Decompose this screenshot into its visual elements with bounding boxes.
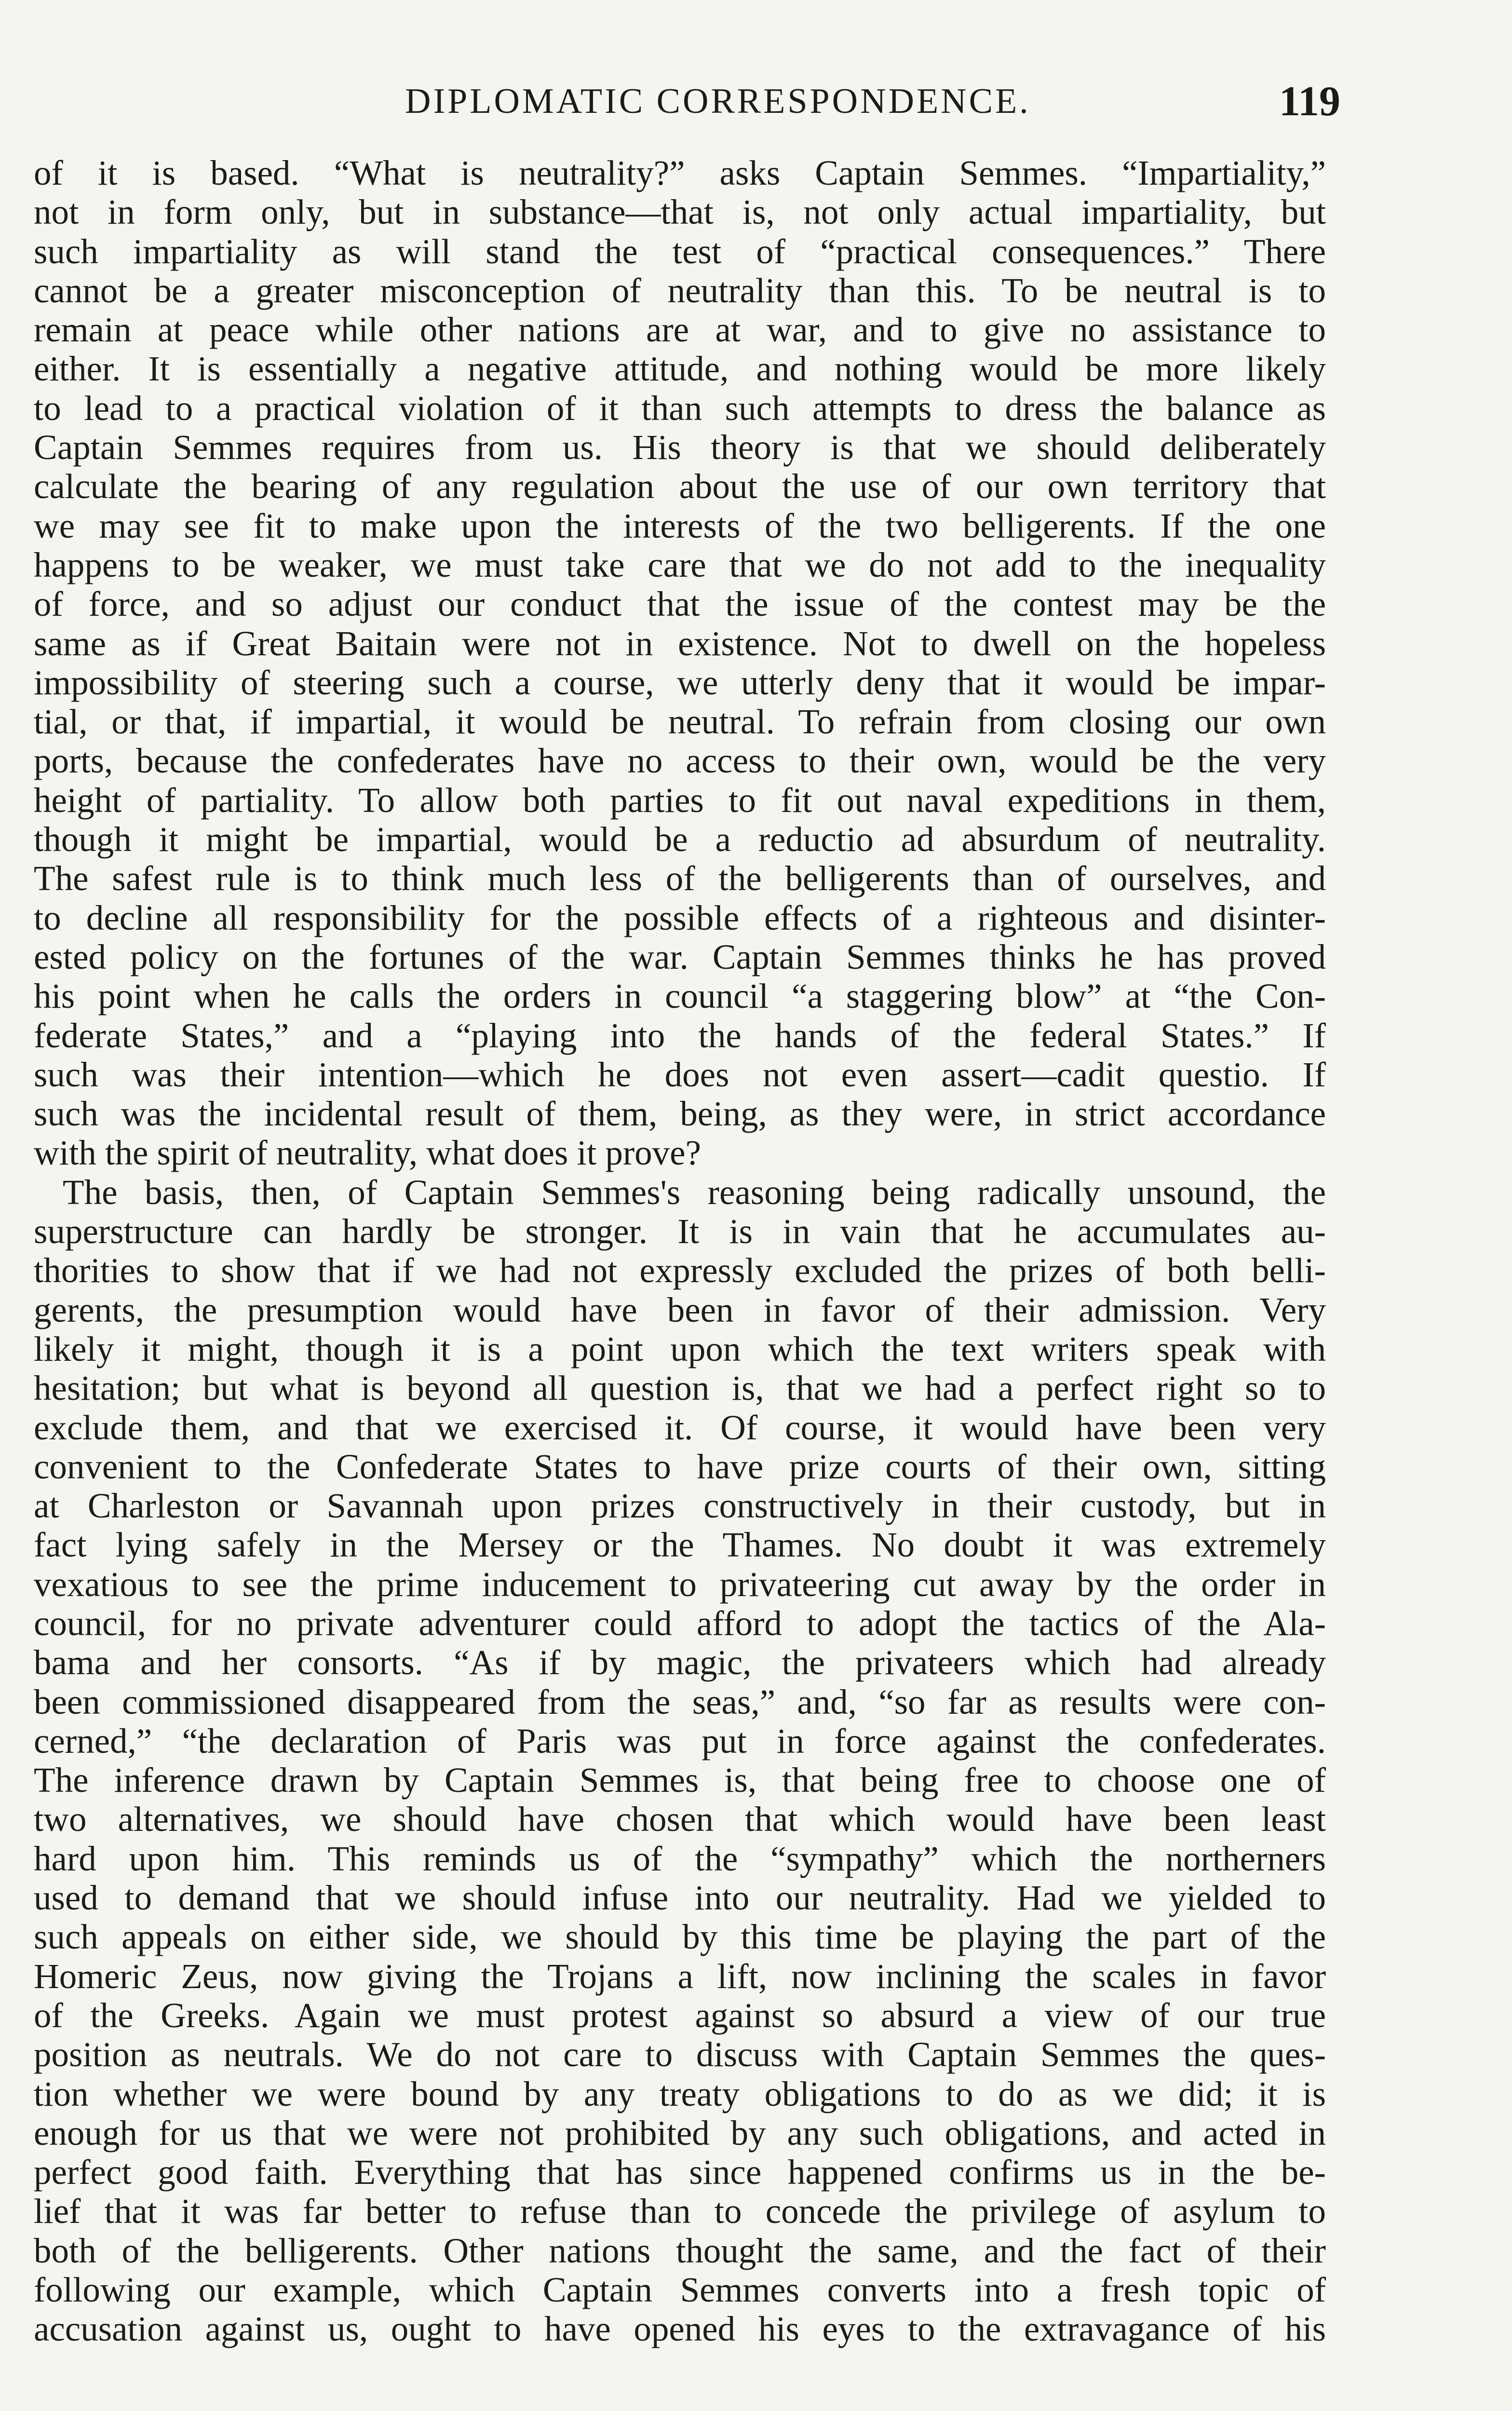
- text-line: height of partiality. To allow both parties to fit out naval expeditions in them,: [34, 780, 1326, 820]
- text-line: his point when he calls the orders in council “a staggering blow” at “the Con-: [34, 976, 1326, 1016]
- text-line: tial, or that, if impartial, it would be neutral. To refrain from closing our own: [34, 702, 1326, 742]
- text-line: enough for us that we were not prohibited by any such obligations, and acted in: [34, 2113, 1326, 2153]
- text-line: hard upon him. This reminds us of the “sympathy” which the northerners: [34, 1839, 1326, 1878]
- text-line: The safest rule is to think much less of the belligerents than of ourselves, and: [34, 859, 1326, 898]
- text-line: hesitation; but what is beyond all question is, that we had a perfect right so to: [34, 1368, 1326, 1408]
- text-line: of force, and so adjust our conduct that the issue of the contest may be the: [34, 584, 1326, 624]
- text-line: likely it might, though it is a point upon which the text writers speak with: [34, 1329, 1326, 1368]
- running-head: DIPLOMATIC CORRESPONDENCE.: [405, 81, 1031, 121]
- page-number: 119: [1279, 78, 1340, 125]
- text-line: convenient to the Confederate States to have prize courts of their own, sitting: [34, 1447, 1326, 1486]
- text-line: such was the incidental result of them, being, as they were, in strict accordance: [34, 1094, 1326, 1134]
- text-line: Homeric Zeus, now giving the Trojans a lift, now inclining the scales in favor: [34, 1956, 1326, 1996]
- text-line-paragraph-start: The basis, then, of Captain Semmes's reasoning being radically unsound, the: [63, 1172, 1326, 1212]
- text-line: exclude them, and that we exercised it. Of course, it would have been very: [34, 1408, 1326, 1447]
- text-line: position as neutrals. We do not care to discuss with Captain Semmes the ques-: [34, 2035, 1326, 2074]
- text-line: remain at peace while other nations are at war, and to give no assistance to: [34, 310, 1326, 350]
- text-line: bama and her consorts. “As if by magic, the privateers which had already: [34, 1643, 1326, 1682]
- text-line: we may see fit to make upon the interests of the two belligerents. If the one: [34, 506, 1326, 545]
- text-line: of the Greeks. Again we must protest against so absurd a view of our true: [34, 1995, 1326, 2035]
- text-line: used to demand that we should infuse into our neutrality. Had we yielded to: [34, 1878, 1326, 1918]
- text-line: tion whether we were bound by any treaty obligations to do as we did; it is: [34, 2074, 1326, 2113]
- text-line: to lead to a practical violation of it than such attempts to dress the balance as: [34, 388, 1326, 428]
- text-line: either. It is essentially a negative attitude, and nothing would be more likely: [34, 349, 1326, 389]
- text-line: impossibility of steering such a course, we utterly deny that it would be impar-: [34, 663, 1326, 702]
- text-line: fact lying safely in the Mersey or the Thames. No doubt it was extremely: [34, 1525, 1326, 1565]
- text-line: at Charleston or Savannah upon prizes constructively in their custody, but in: [34, 1486, 1326, 1526]
- text-line: both of the belligerents. Other nations thought the same, and the fact of their: [34, 2231, 1326, 2270]
- text-line: The inference drawn by Captain Semmes is, that being free to choose one of: [34, 1761, 1326, 1800]
- text-line: superstructure can hardly be stronger. It is in vain that he accumulates au-: [34, 1212, 1326, 1251]
- body-text: [34, 153, 1326, 2349]
- text-line: happens to be weaker, we must take care that we do not add to the inequality: [34, 545, 1326, 584]
- text-line: calculate the bearing of any regulation about the use of our own territory that: [34, 467, 1326, 506]
- text-line: been commissioned disappeared from the seas,” and, “so far as results were con-: [34, 1682, 1326, 1721]
- text-line: same as if Great Baitain were not in existence. Not to dwell on the hopeless: [34, 623, 1326, 663]
- text-line: ports, because the confederates have no access to their own, would be the very: [34, 741, 1326, 781]
- text-line: such appeals on either side, we should by this time be playing the part of the: [34, 1917, 1326, 1957]
- text-line: Captain Semmes requires from us. His theory is that we should deliberately: [34, 428, 1326, 467]
- text-line: though it might be impartial, would be a reductio ad absurdum of neutrality.: [34, 820, 1326, 859]
- text-line-paragraph-end: with the spirit of neutrality, what does it prove?: [34, 1133, 701, 1173]
- text-line: cerned,” “the declaration of Paris was put in force against the confederates.: [34, 1721, 1326, 1761]
- text-line: thorities to show that if we had not expressly excluded the prizes of both belli-: [34, 1251, 1326, 1290]
- text-line: of it is based. “What is neutrality?” asks Captain Semmes. “Impartiality,”: [34, 153, 1326, 192]
- text-line: cannot be a greater misconception of neutrality than this. To be neutral is to: [34, 271, 1326, 310]
- text-line: to decline all responsibility for the possible effects of a righteous and disinter-: [34, 898, 1326, 937]
- text-line: federate States,” and a “playing into the hands of the federal States.” If: [34, 1016, 1326, 1055]
- text-line: gerents, the presumption would have been in favor of their admission. Very: [34, 1290, 1326, 1329]
- text-line: accusation against us, ought to have opened his eyes to the extravagance of his: [34, 2309, 1326, 2349]
- text-line: not in form only, but in substance—that is, not only actual impartiality, but: [34, 192, 1326, 232]
- text-line: ested policy on the fortunes of the war. Captain Semmes thinks he has proved: [34, 937, 1326, 976]
- page-header: [29, 78, 1340, 134]
- text-line: such was their intention—which he does not even assert—cadit questio. If: [34, 1055, 1326, 1094]
- text-line: lief that it was far better to refuse than to concede the privilege of asylum to: [34, 2192, 1326, 2231]
- text-line: two alternatives, we should have chosen that which would have been least: [34, 1800, 1326, 1839]
- text-line: vexatious to see the prime inducement to privateering cut away by the order in: [34, 1564, 1326, 1604]
- text-line: such impartiality as will stand the test of “practical consequences.” There: [34, 231, 1326, 271]
- text-line: perfect good faith. Everything that has since happened confirms us in the be-: [34, 2153, 1326, 2192]
- text-line: following our example, which Captain Semmes converts into a fresh topic of: [34, 2270, 1326, 2310]
- text-line: council, for no private adventurer could afford to adopt the tactics of the Ala-: [34, 1603, 1326, 1643]
